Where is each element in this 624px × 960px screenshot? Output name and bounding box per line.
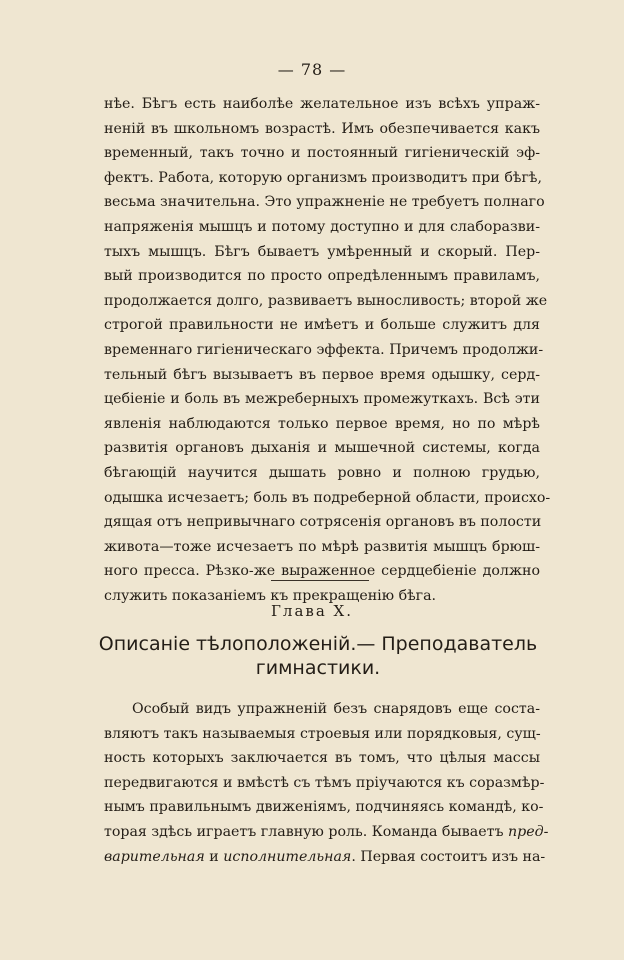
- text-line: нѣе. Бѣгъ есть наиболѣе желательное изъ всѣхъ упраж-: [104, 96, 540, 112]
- chapter-title-line1: Описаніе тѣлоположеній.— Преподаватель: [98, 633, 538, 655]
- text-line: вляютъ такъ называемыя строевыя или порядковыя, сущ-: [104, 725, 541, 742]
- text-line: неній въ школьномъ возрастѣ. Имъ обезпечивается какъ: [104, 120, 540, 137]
- text-line: передвигаются и вмѣстѣ съ тѣмъ пріучаются къ соразмѣр-: [104, 774, 545, 791]
- text-line: развитія органовъ дыханія и мышечной системы, когда: [104, 440, 540, 457]
- italic-term: варительная: [104, 848, 205, 865]
- chapter-title: [90, 632, 546, 680]
- italic-term: исполнительная: [223, 848, 352, 865]
- text-line: одышка исчезаетъ; боль въ подреберной области, происхо-: [104, 489, 551, 506]
- text-line: строгой правильности не имѣетъ и больше служитъ для: [104, 317, 540, 334]
- text-line: [104, 820, 549, 845]
- text-segment: торая здѣсь играетъ главную роль. Команда бываетъ: [104, 823, 504, 840]
- chapter-title-line2: гимнастики.: [255, 657, 381, 679]
- text-line: вый производится по просто опредѣленнымъ правиламъ,: [104, 268, 540, 285]
- paragraph-chapter-text: [104, 697, 549, 869]
- text-line: временнаго гигіеническаго эффекта. Причемъ продолжи-: [104, 341, 544, 358]
- text-line: живота—тоже исчезаетъ по мѣрѣ развитія мышцъ брюш-: [104, 538, 540, 555]
- text-line: продолжается долго, развиваетъ выносливость; второй же: [104, 292, 548, 309]
- text-line: ного пресса. Рѣзко-же выраженное сердцебіеніе должно: [104, 563, 540, 580]
- chapter-label: Глава X.: [270, 602, 353, 620]
- text-line: Особый видъ упражненій безъ снарядовъ еще соста-: [132, 701, 540, 717]
- text-line: служить показаніемъ къ прекращенію бѣга.: [104, 587, 437, 604]
- text-line: нымъ правильнымъ движеніямъ, подчиняясь командѣ, ко-: [104, 799, 544, 816]
- text-line: дящая отъ непривычнаго сотрясенія органовъ въ полости: [104, 514, 542, 531]
- text-line: напряженія мышцъ и потому доступно и для слаборазви-: [104, 218, 540, 235]
- text-line: временный, такъ точно и постоянный гигіеническій эф-: [104, 145, 540, 162]
- paragraph-running-text: [104, 92, 551, 608]
- text-line: тельный бѣгъ вызываетъ въ первое время одышку, серд-: [104, 366, 540, 383]
- text-segment: и: [204, 848, 224, 865]
- text-line: весьма значительна. Это упражненіе не требуетъ полнаго: [104, 194, 545, 211]
- text-line: цебіеніе и боль въ межреберныхъ промежуткахъ. Всѣ эти: [104, 391, 540, 408]
- text-line: тыхъ мышцъ. Бѣгъ бываетъ умѣренный и скорый. Пер-: [104, 243, 540, 260]
- text-line: [104, 845, 546, 870]
- text-line: бѣгающій научится дышать ровно и полною грудью,: [104, 464, 540, 481]
- page-number: — 78 —: [277, 60, 347, 79]
- text-line: ность которыхъ заключается въ томъ, что цѣлыя массы: [104, 750, 540, 767]
- text-line: явленія наблюдаются только первое время, но по мѣрѣ: [104, 415, 540, 432]
- text-line: фектъ. Работа, которую организмъ производитъ при бѣгѣ,: [104, 169, 542, 186]
- section-divider: [271, 580, 369, 581]
- text-segment: . Первая состоитъ изъ на-: [351, 848, 546, 865]
- italic-term: пред-: [508, 823, 549, 840]
